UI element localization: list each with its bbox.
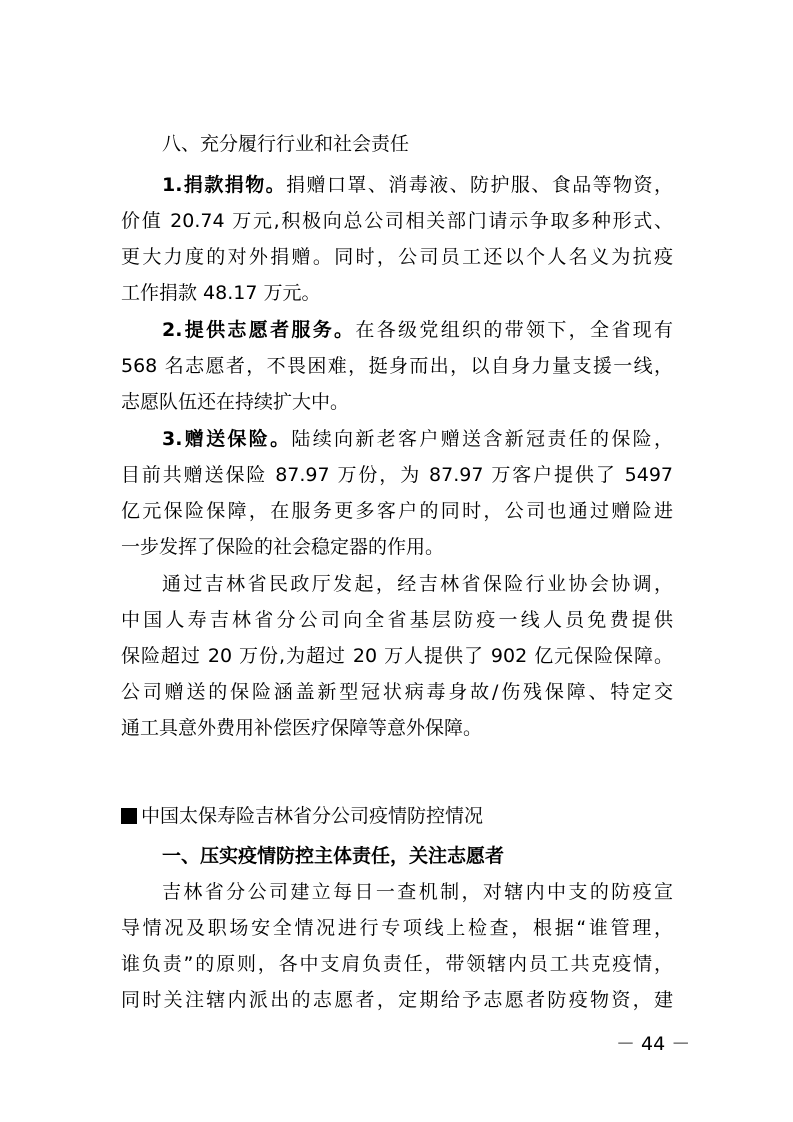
- paragraph-line: 同时关注辖内派出的志愿者，定期给予志愿者防疫物资，建: [121, 989, 673, 1011]
- paragraph-line: 一步发挥了保险的社会稳定器的作用。: [121, 536, 445, 558]
- item-lead: 3.赠送保险。: [162, 428, 292, 450]
- paragraph-line: 保险超过 20 万份,为超过 20 万人提供了 902 亿元保险保障。: [121, 645, 673, 667]
- paragraph-line: 导情况及职场安全情况进行专项线上检查，根据“谁管理，: [121, 917, 673, 939]
- paragraph-line: 更大力度的对外捐赠。同时，公司员工还以个人名义为抗疫: [121, 246, 673, 268]
- paragraph-line: 价值 20.74 万元,积极向总公司相关部门请示争取多种形式、: [121, 210, 673, 232]
- paragraph-line: 通工具意外费用补偿医疗保障等意外保障。: [121, 717, 483, 739]
- section-title: [121, 804, 483, 828]
- paragraph-line: 中国人寿吉林省分公司向全省基层防疫一线人员免费提供: [121, 609, 673, 631]
- item-text: 在各级党组织的带领下，全省现有: [355, 319, 673, 341]
- section-title-text: 中国太保寿险吉林省分公司疫情防控情况: [141, 805, 484, 827]
- paragraph-line: 志愿队伍还在持续扩大中。: [121, 391, 350, 413]
- item-lead: 2.提供志愿者服务。: [162, 319, 356, 341]
- paragraph-line: 通过吉林省民政厅发起，经吉林省保险行业协会协调，: [162, 573, 673, 595]
- item-text: 陆续向新老客户赠送含新冠责任的保险，: [291, 428, 673, 450]
- paragraph-line: 吉林省分公司建立每日一查机制，对辖内中支的防疫宣: [162, 881, 673, 903]
- section-heading: 八、充分履行行业和社会责任: [162, 133, 410, 155]
- paragraph-line: [162, 318, 673, 342]
- page-number: － 44 －: [616, 1033, 691, 1055]
- paragraph-line: 目前共赠送保险 87.97 万份，为 87.97 万客户提供了 5497: [121, 464, 673, 486]
- paragraph-line: 工作捐款 48.17 万元。: [121, 282, 321, 304]
- paragraph-line: 568 名志愿者，不畏困难，挺身而出，以自身力量支援一线，: [121, 355, 673, 377]
- paragraph-line: [162, 427, 673, 451]
- black-square-icon: [121, 808, 137, 824]
- paragraph-line: 谁负责”的原则，各中支肩负责任，带领辖内员工共克疫情，: [121, 953, 673, 975]
- item-lead: 1.捐款捐物。: [162, 174, 287, 196]
- section-heading: 一、压实疫情防控主体责任，关注志愿者: [162, 845, 505, 867]
- paragraph-line: [162, 173, 673, 197]
- paragraph-line: 公司赠送的保险涵盖新型冠状病毒身故/伤残保障、特定交: [121, 681, 673, 703]
- paragraph-line: 亿元保险保障，在服务更多客户的同时，公司也通过赠险进: [121, 500, 673, 522]
- item-text: 捐赠口罩、消毒液、防护服、食品等物资，: [286, 174, 673, 196]
